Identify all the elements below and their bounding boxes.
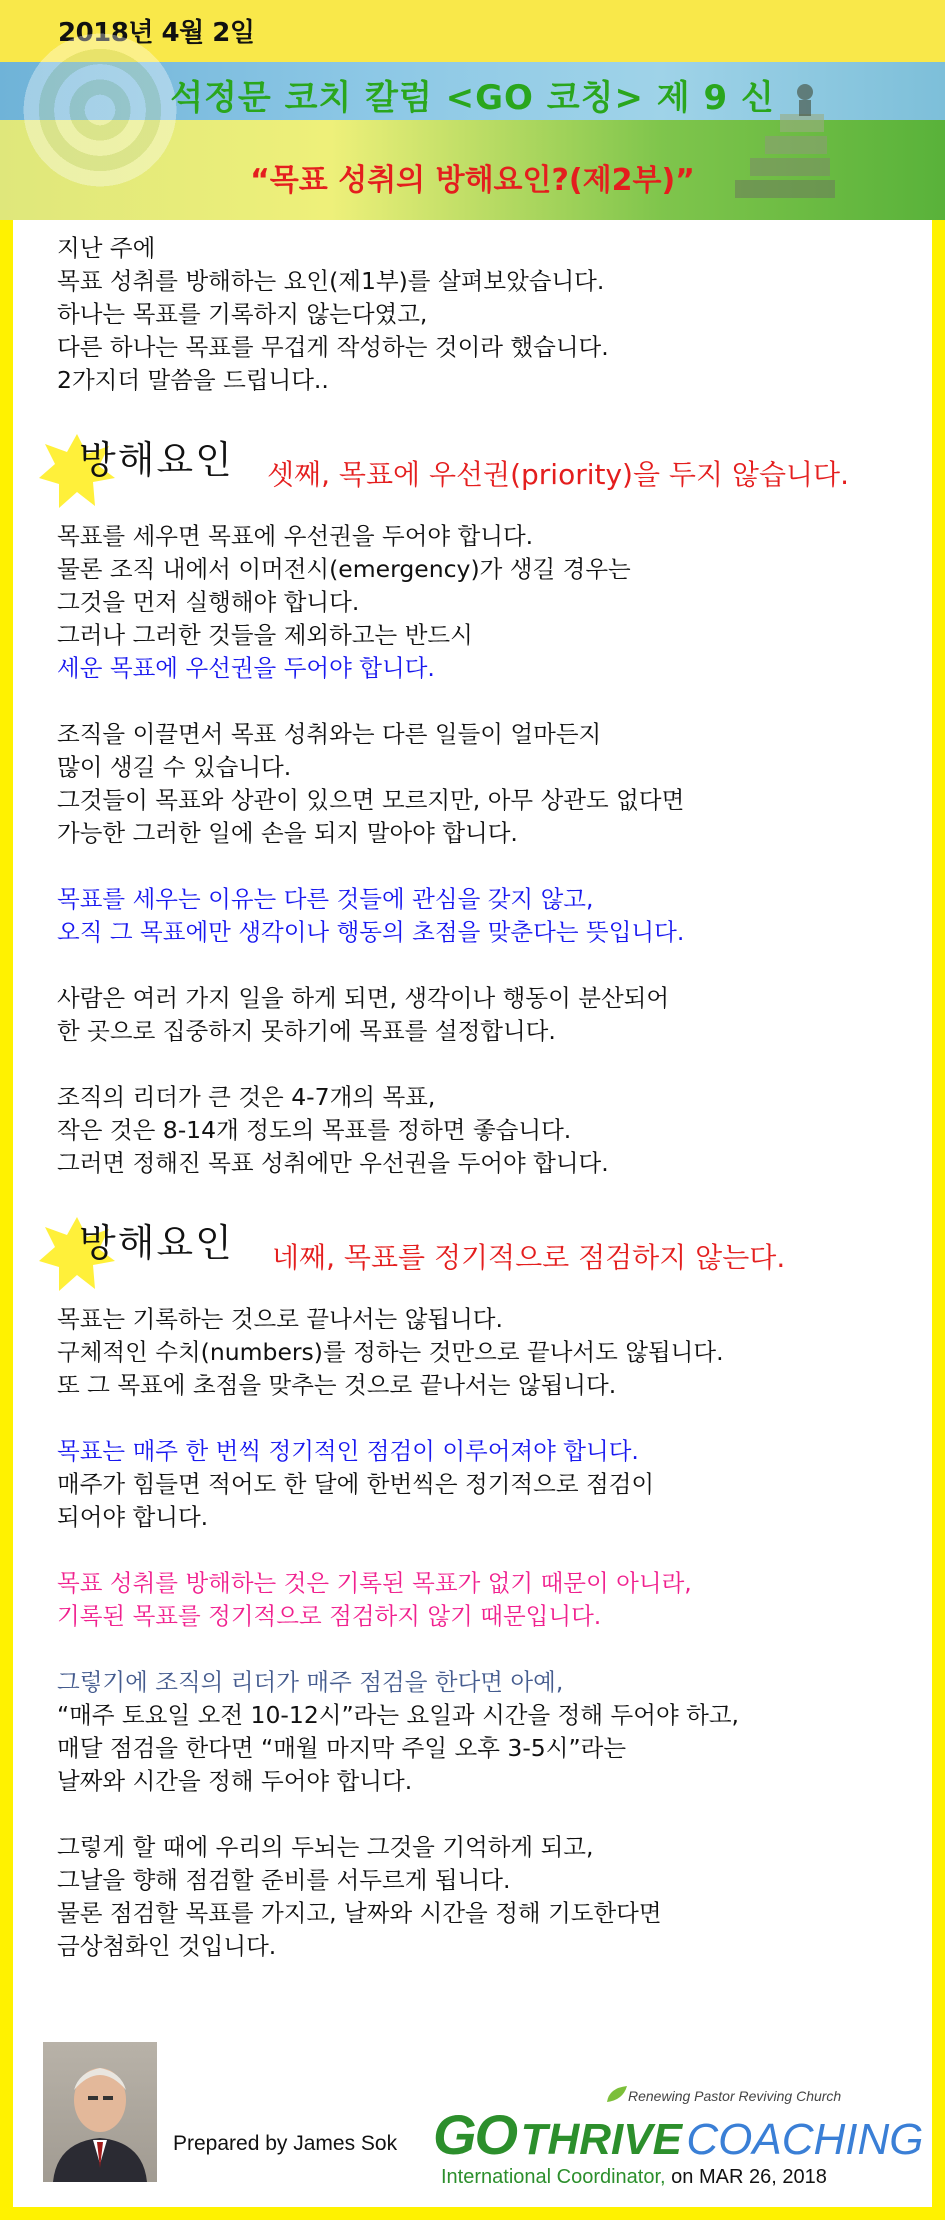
section-3-label: 방해요인: [79, 438, 234, 482]
text-line: 그것을 먼저 실행해야 합니다.: [57, 588, 360, 616]
text-line: “매주 토요일 오전 10-12시”라는 요일과 시간을 정해 두어야 하고,: [57, 1701, 739, 1729]
text-line: 매주가 힘들면 적어도 한 달에 한번씩은 정기적으로 점검이: [57, 1470, 655, 1498]
section-4-header: [57, 1213, 897, 1303]
text-line: 사람은 여러 가지 일을 하게 되면, 생각이나 행동이 분산되어: [57, 984, 670, 1012]
brand-tagline: Renewing Pastor Reviving Church: [628, 2088, 842, 2104]
section-3-paragraph-1: [57, 520, 897, 685]
text-line: 되어야 합니다.: [57, 1503, 209, 1531]
coordinator-title: International Coordinator,: [441, 2166, 666, 2188]
section-4-heading: 네째, 목표를 정기적으로 점검하지 않는다.: [272, 1241, 786, 1274]
text-line: 그것들이 목표와 상관이 있으면 모르지만, 아무 상관도 없다면: [57, 786, 685, 814]
text-line: 조직의 리더가 큰 것은 4-7개의 목표,: [57, 1083, 436, 1111]
article-body: [57, 232, 897, 1963]
intro-line: 지난 주에: [57, 234, 156, 262]
text-line: 그러나 그러한 것들을 제외하고는 반드시: [57, 621, 473, 649]
text-line: 목표는 기록하는 것으로 끝나서는 않됩니다.: [57, 1305, 503, 1333]
coordinator-date: on MAR 26, 2018: [671, 2166, 827, 2188]
emphasis-line: 목표를 세우는 이유는 다른 것들에 관심을 갖지 않고,: [57, 885, 594, 913]
section-4-paragraph-3: [57, 1567, 897, 1633]
author-photo: [43, 2042, 157, 2182]
highlight-line: 목표 성취를 방해하는 것은 기록된 목표가 없기 때문이 아니라,: [57, 1569, 692, 1597]
text-line: 금상첨화인 것입니다.: [57, 1932, 277, 1960]
section-3-paragraph-4: [57, 982, 897, 1048]
highlight-line: 기록된 목표를 정기적으로 점검하지 않기 때문입니다.: [57, 1602, 602, 1630]
leaf-icon: [605, 2084, 629, 2104]
section-3-paragraph-5: [57, 1081, 897, 1180]
text-line: 매달 점검을 한다면 “매월 마지막 주일 오후 3-5시”라는: [57, 1734, 627, 1762]
text-line: 그날을 향해 점검할 준비를 서두르게 됩니다.: [57, 1866, 511, 1894]
section-4-label: 방해요인: [79, 1221, 234, 1265]
text-line: 물론 점검할 목표를 가지고, 날짜와 시간을 정해 기도한다면: [57, 1899, 662, 1927]
text-line: 그렇게 할 때에 우리의 두뇌는 그것을 기억하게 되고,: [57, 1833, 594, 1861]
text-line: 가능한 그러한 일에 손을 되지 말아야 합니다.: [57, 819, 518, 847]
section-3-paragraph-2: [57, 718, 897, 850]
emphasis-line: 오직 그 목표에만 생각이나 행동의 초점을 맞춘다는 뜻입니다.: [57, 918, 685, 946]
text-line: 목표를 세우면 목표에 우선권을 두어야 합니다.: [57, 522, 534, 550]
section-3-paragraph-3: [57, 883, 897, 949]
brand-coaching: COACHING: [686, 2115, 924, 2164]
intro-line: 하나는 목표를 기록하지 않는다였고,: [57, 300, 428, 328]
intro-line: 목표 성취를 방해하는 요인(제1부)를 살펴보았습니다.: [57, 267, 605, 295]
section-4-paragraph-4: [57, 1666, 897, 1798]
section-4-paragraph-5: [57, 1831, 897, 1963]
text-line: 한 곳으로 집중하지 못하기에 목표를 설정합니다.: [57, 1017, 556, 1045]
section-3-heading: 셋째, 목표에 우선권(priority)을 두지 않습니다.: [267, 458, 850, 491]
intro-line: 다른 하나는 목표를 무겁게 작성하는 것이라 했습니다.: [57, 333, 609, 361]
emphasis-line: 목표는 매주 한 번씩 정기적인 점검이 이루어져야 합니다.: [57, 1437, 639, 1465]
emphasis-line: 세운 목표에 우선권을 두어야 합니다.: [57, 654, 435, 682]
brand-go: GO: [433, 2103, 517, 2166]
emphasis-line: 그렇기에 조직의 리더가 매주 점검을 한다면 아예,: [57, 1668, 564, 1696]
column-date: 2018년 4월 2일: [58, 18, 255, 48]
text-line: 또 그 목표에 초점을 맞추는 것으로 끝나서는 않됩니다.: [57, 1371, 617, 1399]
text-line: 구체적인 수치(numbers)를 정하는 것만으로 끝나서도 않됩니다.: [57, 1338, 724, 1366]
section-4-paragraph-2: [57, 1435, 897, 1534]
coordinator-line: [441, 2166, 827, 2189]
text-line: 물론 조직 내에서 이머전시(emergency)가 생길 경우는: [57, 555, 631, 583]
section-4-paragraph-1: [57, 1303, 897, 1402]
footer: [13, 2030, 932, 2220]
intro-line: 2가지더 말씀을 드립니다..: [57, 366, 329, 394]
brand-logo: [433, 2102, 924, 2167]
prepared-by: Prepared by James Sok: [173, 2132, 398, 2155]
text-line: 그러면 정해진 목표 성취에만 우선권을 두어야 합니다.: [57, 1149, 609, 1177]
intro-paragraph: [57, 232, 897, 397]
text-line: 날짜와 시간을 정해 두어야 합니다.: [57, 1767, 413, 1795]
text-line: 작은 것은 8-14개 정도의 목표를 정하면 좋습니다.: [57, 1116, 572, 1144]
column-subtitle: “목표 성취의 방해요인?(제2부)”: [250, 163, 695, 198]
brand-thrive: THRIVE: [520, 2115, 682, 2164]
column-title: 석정문 코치 칼럼 <GO 코칭> 제 9 신: [170, 78, 775, 118]
text-line: 조직을 이끌면서 목표 성취와는 다른 일들이 얼마든지: [57, 720, 602, 748]
text-line: 많이 생길 수 있습니다.: [57, 753, 292, 781]
section-3-header: [57, 430, 897, 520]
